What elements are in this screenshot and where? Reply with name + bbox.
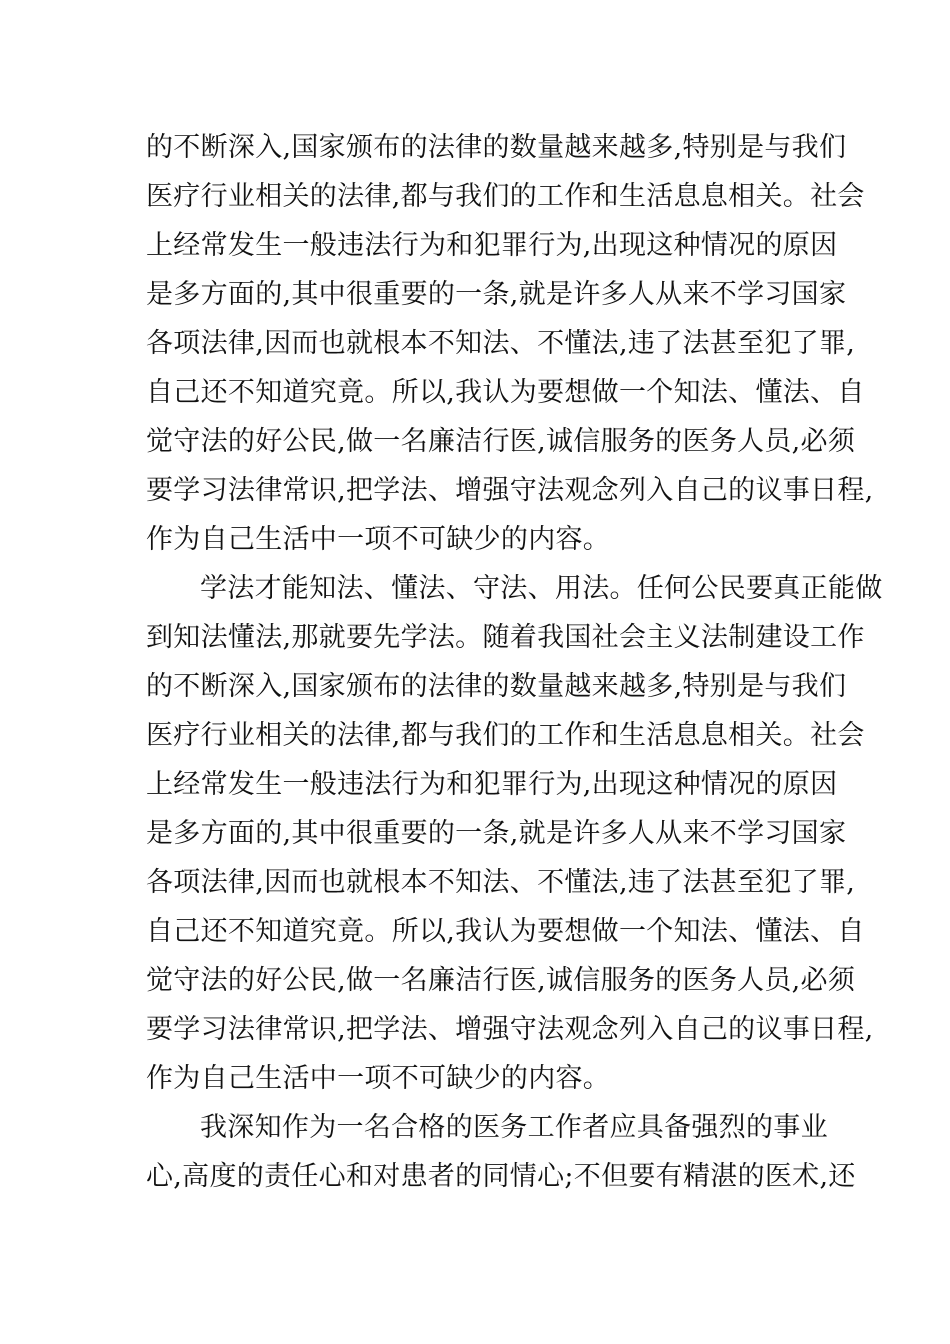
text-line-13: 医疗行业相关的法律,都与我们的工作和生活息息相关。社会 bbox=[146, 720, 865, 751]
text-line-5: 各项法律,因而也就根本不知法、不懂法,违了法甚至犯了罪, bbox=[146, 328, 856, 359]
text-line-17: 自己还不知道究竟。所以,我认为要想做一个知法、懂法、自 bbox=[146, 916, 865, 947]
text-line-14: 上经常发生一般违法行为和犯罪行为,出现这种情况的原因 bbox=[146, 769, 838, 800]
text-line-15: 是多方面的,其中很重要的一条,就是许多人从来不学习国家 bbox=[146, 818, 847, 849]
text-line-19: 要学习法律常识,把学法、增强守法观念列入自己的议事日程, bbox=[146, 1014, 874, 1045]
text-line-4: 是多方面的,其中很重要的一条,就是许多人从来不学习国家 bbox=[146, 279, 847, 310]
document-body bbox=[146, 123, 883, 1201]
text-line-21: 我深知作为一名合格的医务工作者应具备强烈的事业 bbox=[200, 1112, 828, 1143]
text-line-18: 觉守法的好公民,做一名廉洁行医,诚信服务的医务人员,必须 bbox=[146, 965, 856, 996]
text-line-16: 各项法律,因而也就根本不知法、不懂法,违了法甚至犯了罪, bbox=[146, 867, 856, 898]
text-line-22: 心,高度的责任心和对患者的同情心;不但要有精湛的医术,还 bbox=[146, 1161, 856, 1192]
text-line-12: 的不断深入,国家颁布的法律的数量越来越多,特别是与我们 bbox=[146, 671, 847, 702]
text-line-6: 自己还不知道究竟。所以,我认为要想做一个知法、懂法、自 bbox=[146, 377, 865, 408]
text-line-3: 上经常发生一般违法行为和犯罪行为,出现这种情况的原因 bbox=[146, 230, 838, 261]
text-line-20: 作为自己生活中一项不可缺少的内容。 bbox=[146, 1063, 611, 1094]
text-line-8: 要学习法律常识,把学法、增强守法观念列入自己的议事日程, bbox=[146, 475, 874, 506]
text-line-1: 的不断深入,国家颁布的法律的数量越来越多,特别是与我们 bbox=[146, 132, 847, 163]
text-line-2: 医疗行业相关的法律,都与我们的工作和生活息息相关。社会 bbox=[146, 181, 865, 212]
text-line-11: 到知法懂法,那就要先学法。随着我国社会主义法制建设工作 bbox=[146, 622, 865, 653]
text-line-9: 作为自己生活中一项不可缺少的内容。 bbox=[146, 524, 611, 555]
text-line-7: 觉守法的好公民,做一名廉洁行医,诚信服务的医务人员,必须 bbox=[146, 426, 856, 457]
text-line-10: 学法才能知法、懂法、守法、用法。任何公民要真正能做 bbox=[200, 573, 883, 604]
